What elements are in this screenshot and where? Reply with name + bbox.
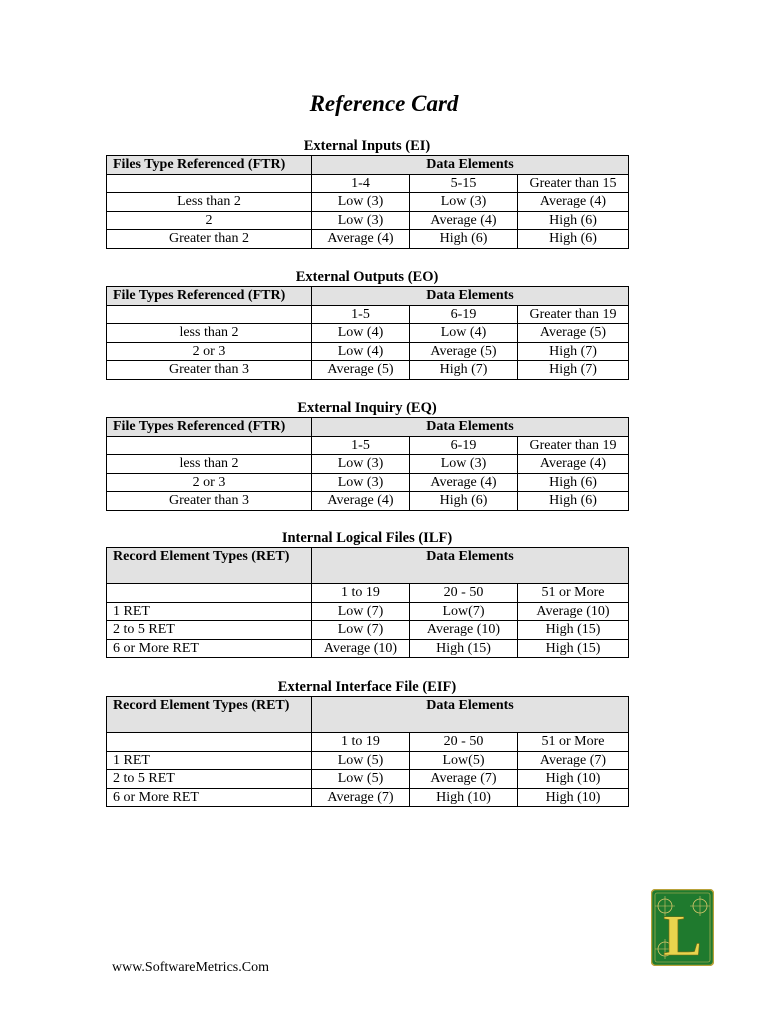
value-cell: Average (4) — [312, 230, 410, 249]
table-title: External Inquiry (EQ) — [297, 400, 437, 416]
table-header-row — [107, 156, 629, 175]
value-cell: High (6) — [410, 492, 518, 511]
table-row — [107, 211, 629, 230]
value-cell: Low (4) — [312, 342, 410, 361]
value-cell: Average (4) — [410, 473, 518, 492]
table-row — [107, 473, 629, 492]
range-row — [107, 436, 629, 455]
value-cell: Low (5) — [312, 770, 410, 789]
table-row — [107, 193, 629, 212]
table-title: External Inputs (EI) — [303, 138, 431, 154]
value-cell: High (10) — [518, 788, 629, 807]
table-row — [107, 621, 629, 640]
internal-logical-files-section — [106, 530, 628, 658]
value-cell: Average (10) — [312, 639, 410, 658]
value-cell: Low(5) — [410, 751, 518, 770]
row-label: 6 or More RET — [107, 639, 312, 658]
value-cell: Low(7) — [410, 602, 518, 621]
table-title: External Outputs (EO) — [295, 269, 439, 285]
value-cell: Average (5) — [410, 342, 518, 361]
value-cell: Average (7) — [312, 788, 410, 807]
range-row — [107, 584, 629, 603]
row-label: less than 2 — [107, 324, 312, 343]
value-cell: Low (5) — [312, 751, 410, 770]
external-interface-file-table — [106, 696, 629, 807]
value-cell: Average (7) — [518, 751, 629, 770]
table-title: External Interface File (EIF) — [277, 679, 457, 695]
value-cell: High (7) — [410, 361, 518, 380]
value-cell: Average (4) — [312, 492, 410, 511]
range-row — [107, 174, 629, 193]
value-cell: High (7) — [518, 342, 629, 361]
external-outputs-table — [106, 286, 629, 380]
range-cell: Greater than 19 — [518, 436, 629, 455]
range-row — [107, 733, 629, 752]
row-header-cell: Files Type Referenced (FTR) — [107, 156, 312, 175]
value-cell: High (6) — [518, 492, 629, 511]
logo-letter: L — [663, 903, 702, 966]
range-cell: 20 - 50 — [410, 584, 518, 603]
table-header-row — [107, 287, 629, 306]
table-row — [107, 751, 629, 770]
value-cell: High (15) — [410, 639, 518, 658]
value-cell: High (15) — [518, 639, 629, 658]
empty-cell — [107, 174, 312, 193]
value-cell: High (15) — [518, 621, 629, 640]
empty-cell — [107, 436, 312, 455]
value-cell: High (6) — [518, 230, 629, 249]
range-cell: 51 or More — [518, 733, 629, 752]
value-cell: Low (3) — [312, 193, 410, 212]
table-row — [107, 492, 629, 511]
row-label: 2 to 5 RET — [107, 621, 312, 640]
row-label: Greater than 3 — [107, 361, 312, 380]
value-cell: High (6) — [518, 211, 629, 230]
range-row — [107, 305, 629, 324]
external-inquiry-table — [106, 417, 629, 511]
value-cell: Average (10) — [410, 621, 518, 640]
value-cell: Low (3) — [312, 455, 410, 474]
row-label: 2 — [107, 211, 312, 230]
row-label: 1 RET — [107, 602, 312, 621]
value-cell: Average (5) — [518, 324, 629, 343]
row-header-cell: File Types Referenced (FTR) — [107, 287, 312, 306]
range-cell: 6-19 — [410, 305, 518, 324]
range-cell: 1 to 19 — [312, 733, 410, 752]
row-label: 1 RET — [107, 751, 312, 770]
data-elements-header: Data Elements — [312, 156, 629, 175]
range-cell: Greater than 15 — [518, 174, 629, 193]
empty-cell — [107, 584, 312, 603]
value-cell: Average (5) — [312, 361, 410, 380]
data-elements-header: Data Elements — [312, 697, 629, 733]
external-inputs-section — [106, 138, 628, 249]
data-elements-header: Data Elements — [312, 287, 629, 306]
value-cell: High (10) — [410, 788, 518, 807]
row-header-cell: Record Element Types (RET) — [107, 697, 312, 733]
value-cell: Average (4) — [518, 455, 629, 474]
value-cell: High (6) — [518, 473, 629, 492]
range-cell: 20 - 50 — [410, 733, 518, 752]
row-label: Greater than 3 — [107, 492, 312, 511]
external-outputs-section — [106, 269, 628, 380]
table-row — [107, 639, 629, 658]
range-cell: 1-5 — [312, 305, 410, 324]
table-row — [107, 230, 629, 249]
range-cell: 6-19 — [410, 436, 518, 455]
row-label: 2 or 3 — [107, 342, 312, 361]
external-inputs-table — [106, 155, 629, 249]
value-cell: Low (4) — [410, 324, 518, 343]
table-header-row — [107, 697, 629, 733]
internal-logical-files-table — [106, 547, 629, 658]
table-row — [107, 342, 629, 361]
table-header-row — [107, 548, 629, 584]
value-cell: Average (10) — [518, 602, 629, 621]
row-header-cell: Record Element Types (RET) — [107, 548, 312, 584]
empty-cell — [107, 733, 312, 752]
value-cell: Average (4) — [410, 211, 518, 230]
table-title: Internal Logical Files (ILF) — [281, 530, 453, 546]
table-row — [107, 361, 629, 380]
value-cell: Average (4) — [518, 193, 629, 212]
row-label: less than 2 — [107, 455, 312, 474]
value-cell: Low (7) — [312, 621, 410, 640]
page-title: Reference Card — [309, 91, 459, 116]
table-row — [107, 602, 629, 621]
range-cell: 1-4 — [312, 174, 410, 193]
value-cell: Low (3) — [312, 211, 410, 230]
data-elements-header: Data Elements — [312, 548, 629, 584]
value-cell: Low (3) — [410, 455, 518, 474]
value-cell: Low (3) — [312, 473, 410, 492]
value-cell: Low (4) — [312, 324, 410, 343]
value-cell: High (7) — [518, 361, 629, 380]
row-label: 6 or More RET — [107, 788, 312, 807]
range-cell: 1 to 19 — [312, 584, 410, 603]
row-label: Greater than 2 — [107, 230, 312, 249]
table-header-row — [107, 418, 629, 437]
website-footer: www.SoftwareMetrics.Com — [112, 960, 269, 975]
row-header-cell: File Types Referenced (FTR) — [107, 418, 312, 437]
table-row — [107, 455, 629, 474]
empty-cell — [107, 305, 312, 324]
external-interface-file-section — [106, 679, 628, 807]
value-cell: Low (3) — [410, 193, 518, 212]
table-row — [107, 770, 629, 789]
range-cell: 51 or More — [518, 584, 629, 603]
range-cell: 1-5 — [312, 436, 410, 455]
table-row — [107, 788, 629, 807]
range-cell: 5-15 — [410, 174, 518, 193]
external-inquiry-section — [106, 400, 628, 511]
range-cell: Greater than 19 — [518, 305, 629, 324]
data-elements-header: Data Elements — [312, 418, 629, 437]
row-label: 2 or 3 — [107, 473, 312, 492]
value-cell: Average (7) — [410, 770, 518, 789]
row-label: 2 to 5 RET — [107, 770, 312, 789]
table-row — [107, 324, 629, 343]
value-cell: High (10) — [518, 770, 629, 789]
company-logo — [651, 889, 714, 966]
row-label: Less than 2 — [107, 193, 312, 212]
value-cell: High (6) — [410, 230, 518, 249]
value-cell: Low (7) — [312, 602, 410, 621]
